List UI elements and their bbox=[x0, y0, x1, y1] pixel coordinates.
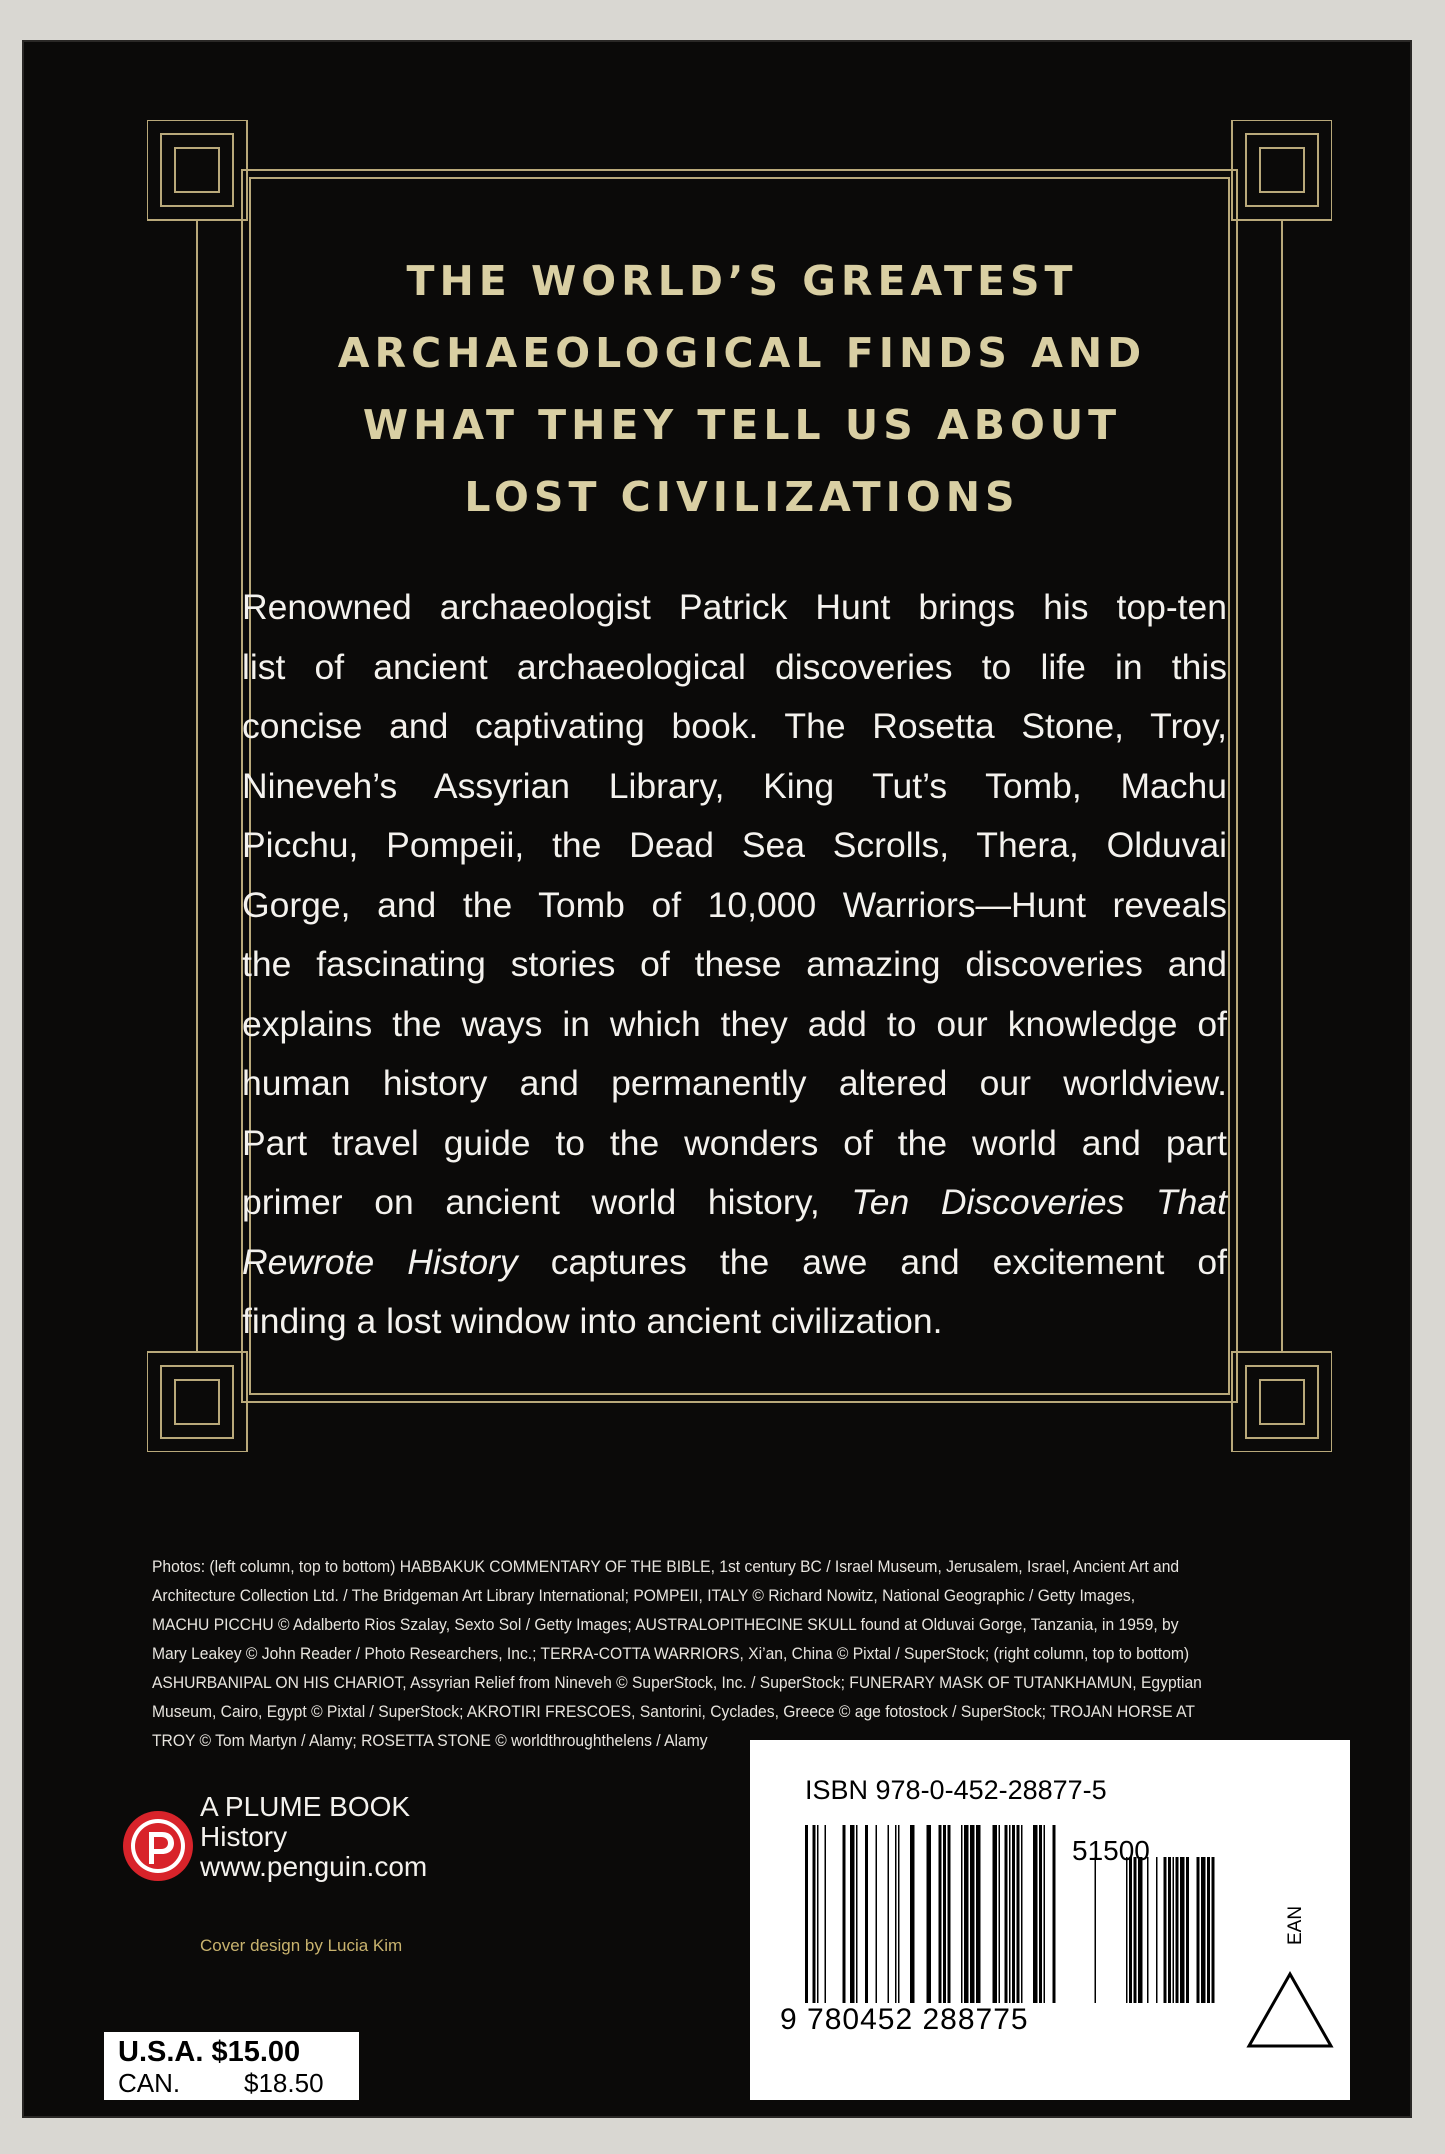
isbn-text: ISBN 978-0-452-28877-5 bbox=[805, 1775, 1107, 1805]
headline-line: WHAT THEY TELL US ABOUT bbox=[362, 401, 1122, 449]
publisher-imprint bbox=[200, 1792, 427, 1882]
description-line: explains the ways in which they add to our knowledge of bbox=[242, 1003, 1227, 1044]
description-text: captures the awe and excitement of bbox=[517, 1241, 1227, 1282]
description-line: Nineveh’s Assyrian Library, King Tut’s Tomb, Machu bbox=[242, 765, 1227, 806]
barcode-icon bbox=[805, 1825, 1235, 2005]
price-can-label: CAN. bbox=[118, 2068, 181, 2098]
credits-line: TROY © Tom Martyn / Alamy; ROSETTA STONE © worldthroughthelens / Alamy bbox=[152, 1731, 708, 1750]
ean-label: EAN bbox=[1285, 1905, 1306, 1945]
credits-line: Museum, Cairo, Egypt © Pixtal / SuperStock; AKROTIRI FRESCOES, Santorini, Cyclades, Greece © age fotostock / SuperStock; TROJAN HORSE AT bbox=[152, 1702, 1195, 1721]
credits-line: ASHURBANIPAL ON HIS CHARIOT, Assyrian Relief from Nineveh © SuperStock, Inc. / SuperStock; FUNERARY MASK OF TUTANKHAMUN, Egyptian bbox=[152, 1673, 1202, 1692]
plume-logo-icon bbox=[122, 1810, 194, 1882]
description-line: human history and permanently altered our worldview. bbox=[242, 1063, 1227, 1103]
description-line bbox=[242, 1173, 1227, 1233]
headline-line: ARCHAEOLOGICAL FINDS AND bbox=[337, 329, 1147, 377]
description-line: list of ancient archaeological discoveries to life in this bbox=[242, 646, 1227, 687]
book-title-italic: Ten Discoveries That bbox=[851, 1182, 1228, 1222]
barcode-addon-number: 51500 bbox=[1072, 1835, 1150, 1866]
credits-line: Architecture Collection Ltd. / The Bridgeman Art Library International; POMPEII, ITALY © Richard Nowitz, National Geographic / Getty Images, bbox=[152, 1586, 1136, 1605]
price-label bbox=[104, 2032, 359, 2100]
description-line: Gorge, and the Tomb of 10,000 Warriors—Hunt reveals bbox=[242, 884, 1227, 925]
cover-design-credit: Cover design by Lucia Kim bbox=[200, 1936, 403, 1955]
description-line: Picchu, Pompeii, the Dead Sea Scrolls, Thera, Olduvai bbox=[242, 825, 1227, 865]
description-line: concise and captivating book. The Rosetta Stone, Troy, bbox=[242, 706, 1227, 746]
headline-line: LOST CIVILIZATIONS bbox=[464, 473, 1020, 521]
description-text: primer on ancient world history, bbox=[242, 1182, 852, 1222]
credits-line: Photos: (left column, top to bottom) HABBAKUK COMMENTARY OF THE BIBLE, 1st century BC / Israel Museum, Jerusalem, Israel, Ancient Art and bbox=[152, 1557, 1180, 1576]
imprint-name: A PLUME BOOK bbox=[200, 1791, 411, 1822]
price-usa: U.S.A. $15.00 bbox=[118, 2036, 301, 2068]
barcode-digits: 9 780452 288775 bbox=[780, 2003, 1029, 2036]
credits-line: Mary Leakey © John Reader / Photo Researchers, Inc.; TERRA-COTTA WARRIORS, Xi’an, China © Pixtal / SuperStock; (right column, top to bottom) bbox=[152, 1644, 1190, 1663]
book-back-cover bbox=[22, 40, 1412, 2118]
headline bbox=[202, 245, 1282, 533]
publisher-url: www.penguin.com bbox=[200, 1851, 428, 1882]
barcode-panel bbox=[750, 1740, 1350, 2100]
description-line: Renowned archaeologist Patrick Hunt brings his top-ten bbox=[242, 587, 1227, 627]
description-line bbox=[242, 1233, 1227, 1293]
triangle-icon bbox=[1245, 1970, 1335, 2050]
book-title-italic: Rewrote History bbox=[242, 1241, 518, 1282]
description-line: Part travel guide to the wonders of the world and part bbox=[242, 1122, 1227, 1163]
description-line: finding a lost window into ancient civilization. bbox=[242, 1301, 943, 1341]
price-can-value: $18.50 bbox=[244, 2068, 324, 2098]
imprint-category: History bbox=[200, 1821, 288, 1852]
description-line: the fascinating stories of these amazing discoveries and bbox=[242, 944, 1227, 984]
book-description bbox=[242, 578, 1227, 1352]
photo-credits bbox=[152, 1552, 1317, 1755]
credits-line: MACHU PICCHU © Adalberto Rios Szalay, Sexto Sol / Getty Images; AUSTRALOPITHECINE SKULL found at Olduvai Gorge, Tanzania, in 1959, by bbox=[152, 1615, 1179, 1634]
headline-line: THE WORLD’S GREATEST bbox=[406, 257, 1078, 305]
